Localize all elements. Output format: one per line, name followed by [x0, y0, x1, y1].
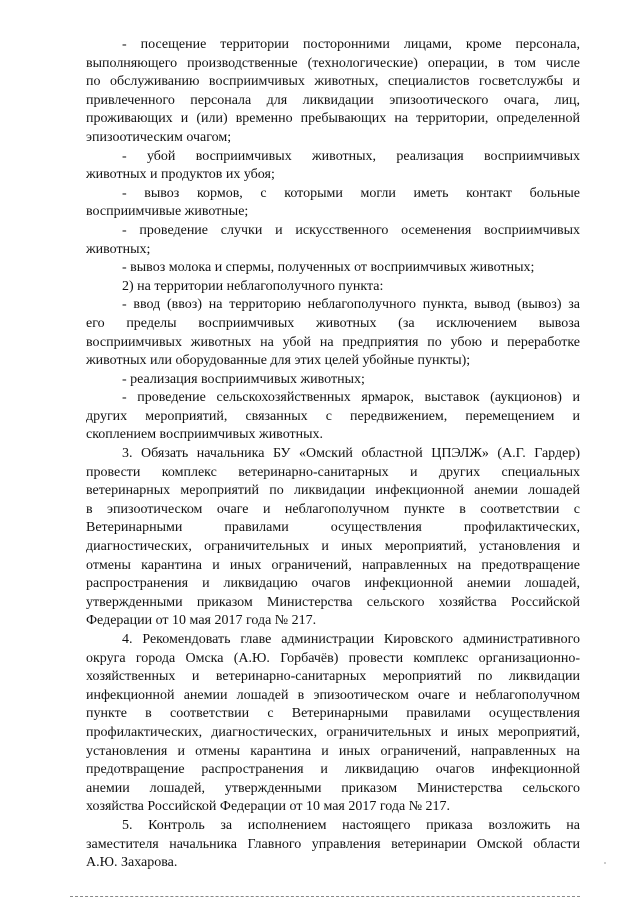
text-line: его пределы восприимчивых животных (за исключением вывоза — [86, 315, 580, 331]
text-line: диагностических, ограничительных и иных мероприятий, установления и — [86, 539, 580, 555]
text-line: округа города Омска (А.Ю. Горбачёв) провести комплекс организационно- — [86, 650, 580, 666]
text-line: отмены карантина и иных ограничений, направленных на предотвращение — [86, 557, 580, 573]
text-line: проживающих и (или) временно пребывающих на территории, определенной — [86, 111, 580, 127]
text-line: А.Ю. Захарова. — [86, 855, 178, 871]
text-line: Ветеринарными правилами осуществления профилактических, — [86, 520, 580, 536]
text-line: - проведение случки и искусственного осеменения восприимчивых — [122, 222, 580, 238]
text-line: в эпизоотическом очаге и неблагополучном пункте в соответствии с — [86, 501, 580, 517]
scan-speck — [604, 862, 606, 864]
text-line: животных и продуктов их убоя; — [86, 167, 275, 183]
text-line: - ввод (ввоз) на территорию неблагополучного пункта, вывод (вывоз) за — [122, 297, 580, 313]
text-line: профилактических, диагностических, ограничительных и иных мероприятий, — [86, 724, 580, 740]
text-line: утвержденными приказом Министерства сельского хозяйства Российской — [86, 594, 580, 610]
text-line: - убой восприимчивых животных, реализация восприимчивых — [122, 148, 580, 164]
text-line: скоплением восприимчивых животных. — [86, 427, 324, 443]
text-line: - реализация восприимчивых животных; — [122, 371, 365, 387]
text-line: - проведение сельскохозяйственных ярмарок, выставок (аукционов) и — [122, 390, 580, 406]
document-body — [86, 36, 580, 873]
text-line: анемии лошадей, утвержденными приказом Министерства сельского — [86, 780, 580, 796]
text-line: ветеринарных мероприятий по ликвидации инфекционной анемии лошадей — [86, 483, 580, 499]
text-line: 4. Рекомендовать главе администрации Кировского административного — [122, 632, 580, 647]
text-line: хозяйства Российской Федерации от 10 мая 2017 года № 217. — [86, 799, 451, 815]
text-line: провести комплекс ветеринарно-санитарных и других специальных — [86, 464, 580, 480]
text-line: установления и отмены карантина и иных ограничений, направленных на — [86, 743, 580, 759]
text-line: Федерации от 10 мая 2017 года № 217. — [86, 613, 317, 629]
text-line: привлеченного персонала для ликвидации эпизоотического очага, лиц, — [86, 92, 580, 108]
text-line: пункте в соответствии с Ветеринарными правилами осуществления — [86, 706, 580, 722]
text-line: 3. Обязать начальника БУ «Омский областной ЦПЭЛЖ» (А.Г. Гардер) — [122, 446, 580, 462]
text-line: эпизоотическим очагом; — [86, 129, 232, 145]
text-line: - вывоз молока и спермы, полученных от восприимчивых животных; — [122, 260, 535, 276]
text-line: 2) на территории неблагополучного пункта: — [122, 278, 384, 294]
text-line: хозяйственных и ветеринарно-санитарных мероприятий по ликвидации — [86, 669, 580, 685]
text-line: выполняющего производственные (технологические) операции, в том числе — [86, 55, 580, 71]
text-line: животных; — [86, 241, 151, 257]
text-line: восприимчивых животных на убой на предприятия по убою и переработке — [86, 334, 580, 350]
text-line: по обслуживанию восприимчивых животных, специалистов госветслужбы и — [86, 74, 580, 90]
text-line: животных или оборудованные для этих целей убойные пункты); — [86, 353, 471, 369]
text-line: 5. Контроль за исполнением настоящего приказа возложить на — [122, 817, 580, 833]
text-line: - вывоз кормов, с которыми могли иметь контакт больные — [122, 185, 580, 201]
text-line: других мероприятий, связанных с передвижением, перемещением и — [86, 408, 580, 424]
text-line: - посещение территории посторонними лицами, кроме персонала, — [122, 37, 580, 52]
text-line: заместителя начальника Главного управления ветеринарии Омской области — [86, 836, 580, 852]
text-line: восприимчивые животные; — [86, 204, 249, 220]
text-line: инфекционной анемии лошадей в эпизоотическом очаге и неблагополучном — [86, 687, 580, 703]
scan-edge-line — [70, 896, 580, 897]
text-line: предотвращение распространения и ликвидацию очагов инфекционной — [86, 762, 580, 778]
text-line: распространения и ликвидацию очагов инфекционной анемии лошадей, — [86, 576, 580, 592]
